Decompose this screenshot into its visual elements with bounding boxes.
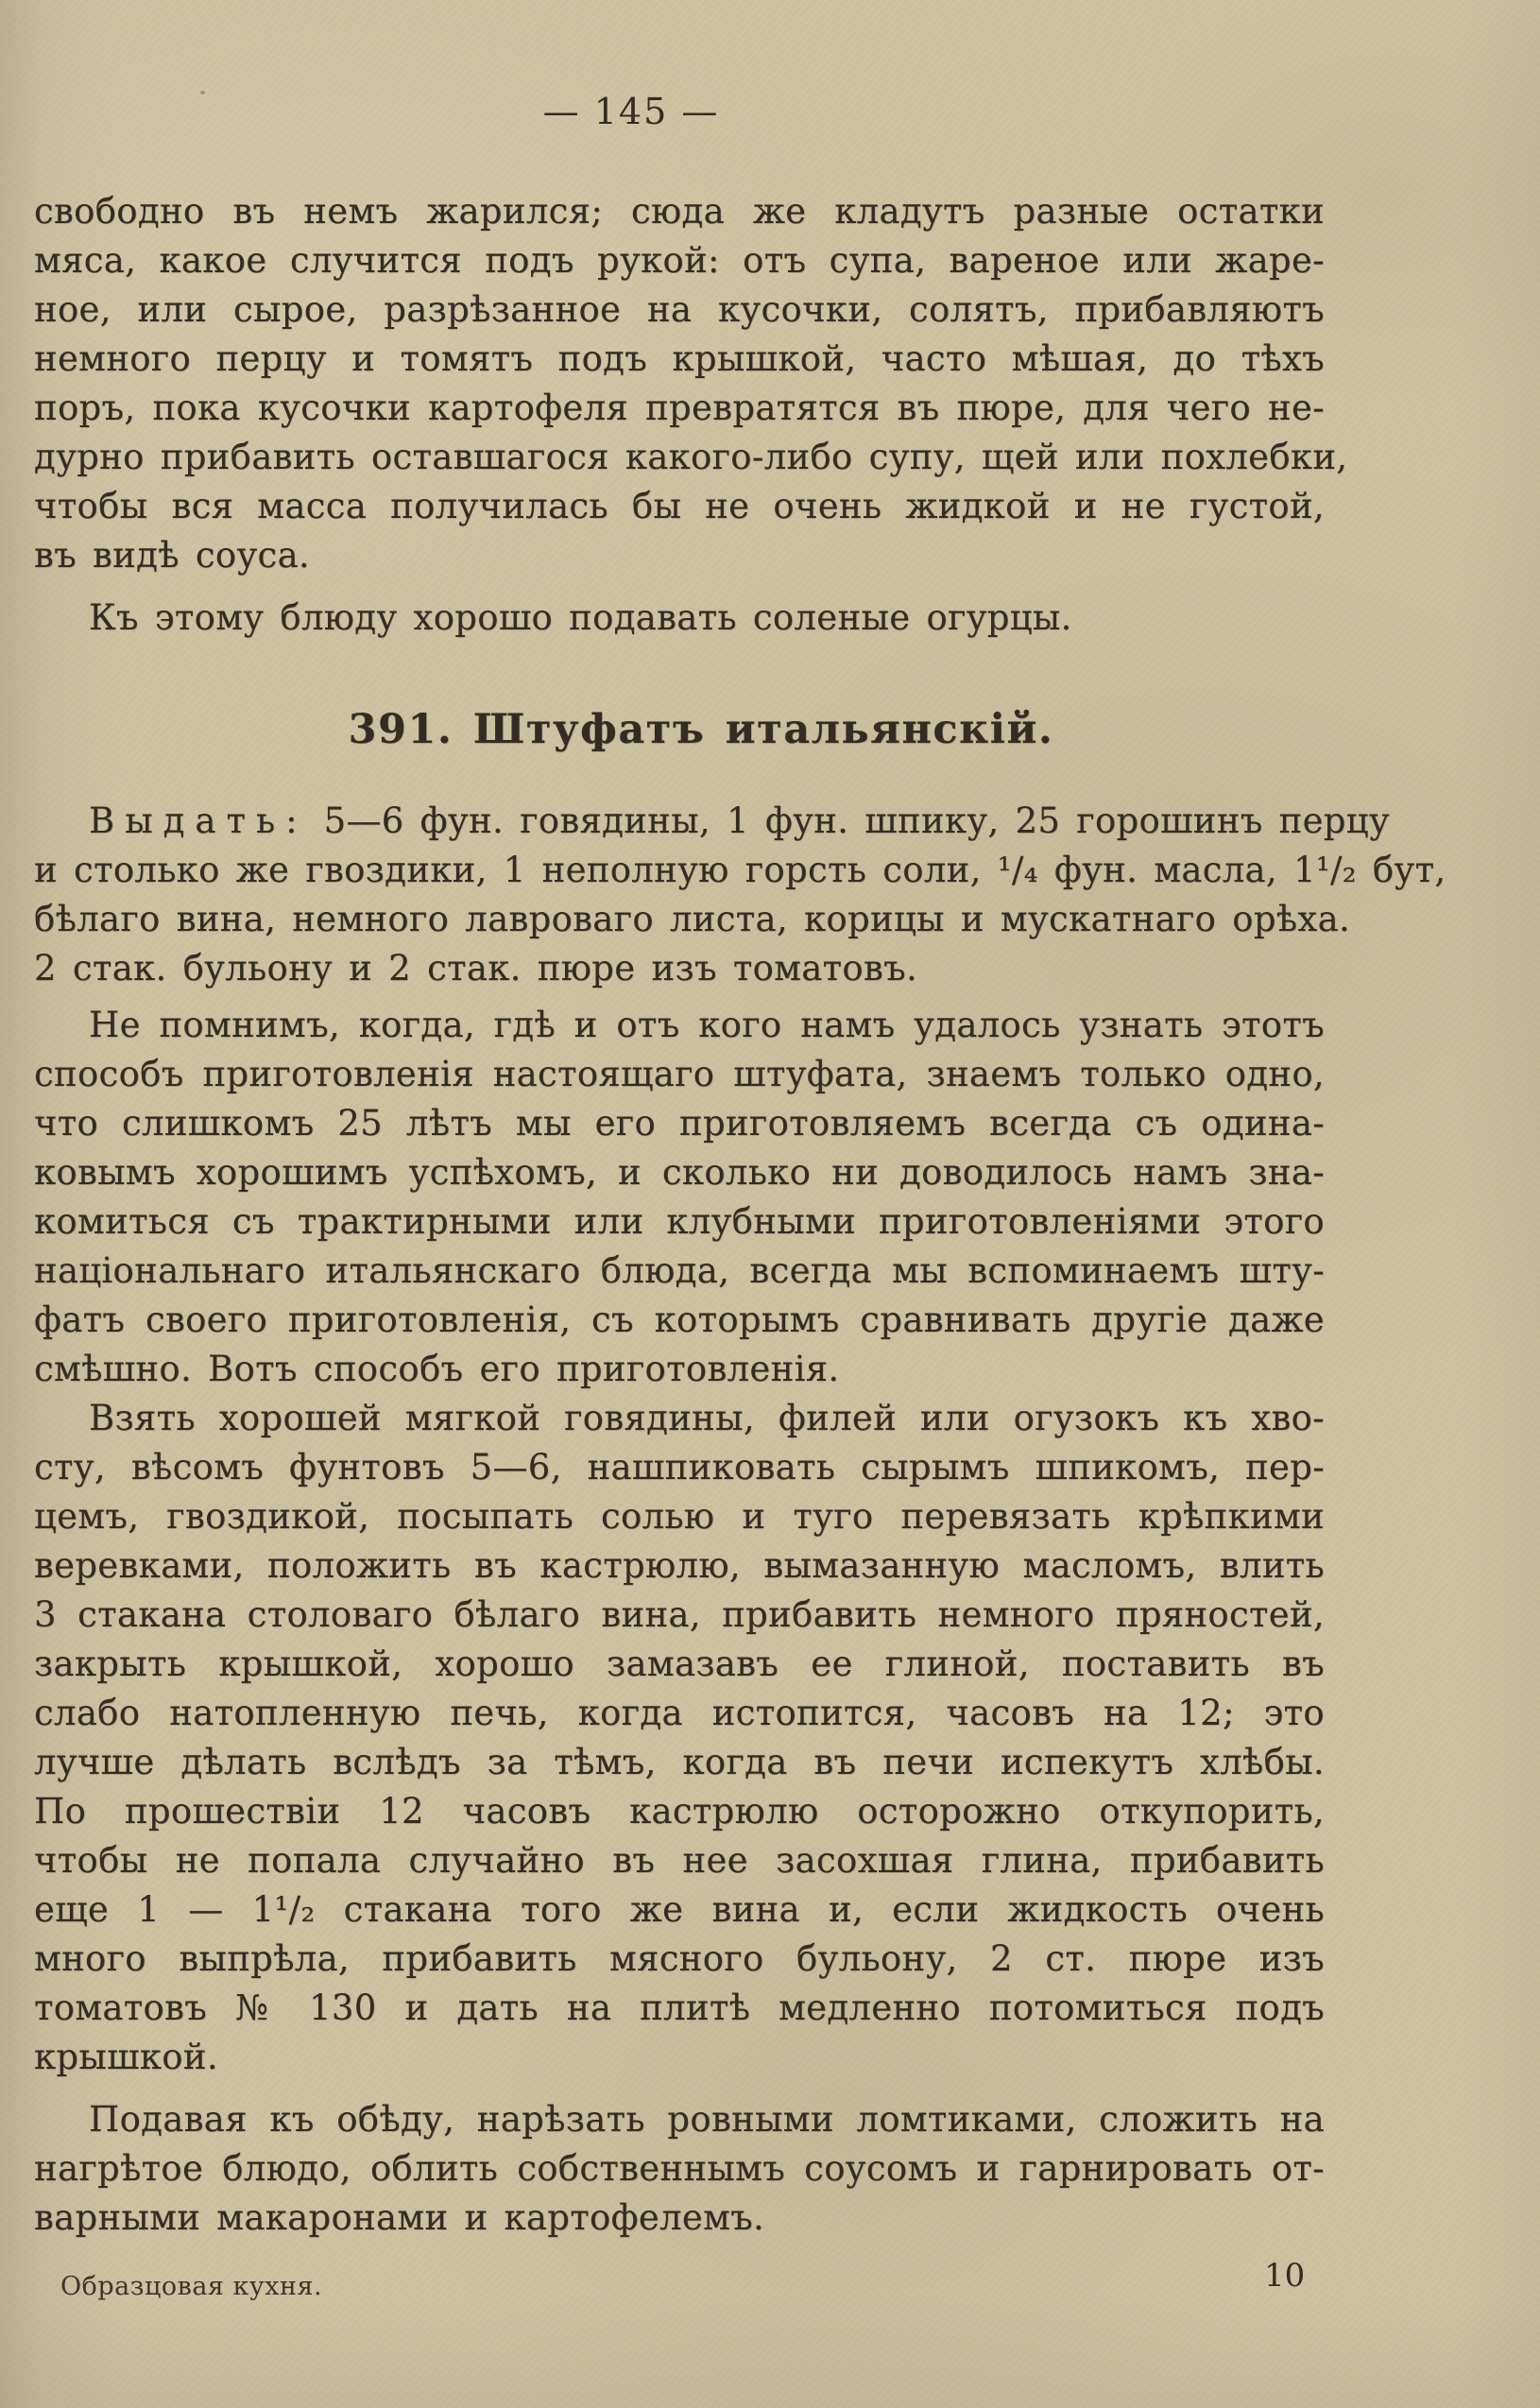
footer-book-title: Образцовая кухня. xyxy=(60,2272,323,2301)
text-line: Не помнимъ, когда, гдѣ и отъ кого намъ удалось узнать этотъ xyxy=(89,1005,1325,1045)
paragraph-history xyxy=(34,1001,1325,1394)
text-line: національнаго итальянскаго блюда, всегда мы вспоминаемъ шту- xyxy=(34,1250,1325,1291)
text-line: дурно прибавить оставшагося какого-либо супу, щей или похлебки, xyxy=(34,437,1348,477)
text-line: Подавая къ обѣду, нарѣзать ровными ломтиками, сложить на xyxy=(89,2099,1325,2140)
text-line: По прошествіи 12 часовъ кастрюлю осторожно откупорить, xyxy=(34,1791,1325,1832)
text-line: крышкой. xyxy=(34,2037,218,2077)
text-line: слабо натопленную печь, когда истопится, часовъ на 12; это xyxy=(34,1693,1325,1733)
text-line: поръ, пока кусочки картофеля превратятся въ пюре, для чего не- xyxy=(34,387,1325,428)
text-line: варными макаронами и картофелемъ. xyxy=(34,2197,765,2238)
text-line: 3 стакана столоваго бѣлаго вина, прибавить немного пряностей, xyxy=(34,1594,1325,1635)
text-line: чтобы не попала случайно въ нее засохшая глина, прибавить xyxy=(34,1840,1325,1881)
text-line: лучше дѣлать вслѣдъ за тѣмъ, когда въ печи испекутъ хлѣбы. xyxy=(34,1742,1325,1782)
text-line: цемъ, гвоздикой, посыпать солью и туго перевязать крѣпкими xyxy=(34,1496,1325,1537)
text-line: бѣлаго вина, немного лавроваго листа, корицы и мускатнаго орѣха. xyxy=(34,899,1351,939)
page-number-header: — 145 — xyxy=(542,91,720,132)
text-block xyxy=(34,187,1446,2243)
text-line: еще 1 — 1¹/₂ стакана того же вина и, если жидкость очень xyxy=(34,1889,1325,1930)
footer-page-marker: 10 xyxy=(1264,2257,1306,2295)
text-line: веревками, положить въ кастрюлю, вымазанную масломъ, влить xyxy=(34,1545,1325,1586)
paragraph-serving xyxy=(34,2095,1325,2243)
text-line: закрыть крышкой, хорошо замазавъ ее глиной, поставить въ xyxy=(34,1643,1325,1684)
issue-label: Выдать: xyxy=(89,800,308,841)
text-line: 2 стак. бульону и 2 стак. пюре изъ томатовъ. xyxy=(34,948,918,989)
text-line: фатъ своего приготовленія, съ которымъ сравнивать другіе даже xyxy=(34,1299,1325,1340)
paragraph-serving-note xyxy=(34,593,1325,643)
text-line: смѣшно. Вотъ способъ его приготовленія. xyxy=(34,1349,840,1389)
ingredients-lead-text: 5—6 фун. говядины, 1 фун. шпику, 25 горошинъ перцу xyxy=(323,800,1390,841)
text-line: и столько же гвоздики, 1 неполную горсть соли, ¹/₄ фун. масла, 1¹/₂ бут, xyxy=(34,850,1446,890)
text-line: чтобы вся масса получилась бы не очень жидкой и не густой, xyxy=(34,486,1325,526)
text-line: ковымъ хорошимъ успѣхомъ, и сколько ни доводилось намъ зна- xyxy=(34,1152,1325,1193)
text-line: свободно въ немъ жарился; сюда же кладутъ разные остатки xyxy=(34,191,1325,232)
paper-speck xyxy=(200,91,205,95)
paragraph-method xyxy=(34,1394,1325,2082)
text-line: немного перцу и томятъ подъ крышкой, часто мѣшая, до тѣхъ xyxy=(34,338,1325,379)
recipe-title: 391. Штуфатъ итальянскій. xyxy=(348,706,1054,753)
text-line: много выпрѣла, прибавить мясного бульону, 2 ст. пюре изъ xyxy=(34,1938,1325,1979)
text-line xyxy=(34,797,1390,846)
paragraph-ingredients xyxy=(34,797,1446,993)
paragraph-continuation xyxy=(34,187,1348,580)
text-line: мяса, какое случится подъ рукой: отъ супа, вареное или жаре- xyxy=(34,240,1325,281)
text-line: комиться съ трактирными или клубными приготовленіями этого xyxy=(34,1201,1325,1242)
text-line: что слишкомъ 25 лѣтъ мы его приготовляемъ всегда съ одина- xyxy=(34,1103,1325,1144)
text-line: способъ приготовленія настоящаго штуфата, знаемъ только одно, xyxy=(34,1054,1325,1094)
text-line: въ видѣ соуса. xyxy=(34,535,310,576)
text-line: нагрѣтое блюдо, облить собственнымъ соусомъ и гарнировать от- xyxy=(34,2148,1325,2189)
text-line: Взять хорошей мягкой говядины, филей или огузокъ къ хво- xyxy=(89,1398,1325,1438)
text-line: Къ этому блюду хорошо подавать соленые огурцы. xyxy=(89,597,1072,638)
text-line: ное, или сырое, разрѣзанное на кусочки, солятъ, прибавляютъ xyxy=(34,289,1325,330)
text-line: сту, вѣсомъ фунтовъ 5—6, нашпиковать сырымъ шпикомъ, пер- xyxy=(34,1447,1325,1488)
text-line: томатовъ № 130 и дать на плитѣ медленно потомиться подъ xyxy=(34,1987,1325,2028)
